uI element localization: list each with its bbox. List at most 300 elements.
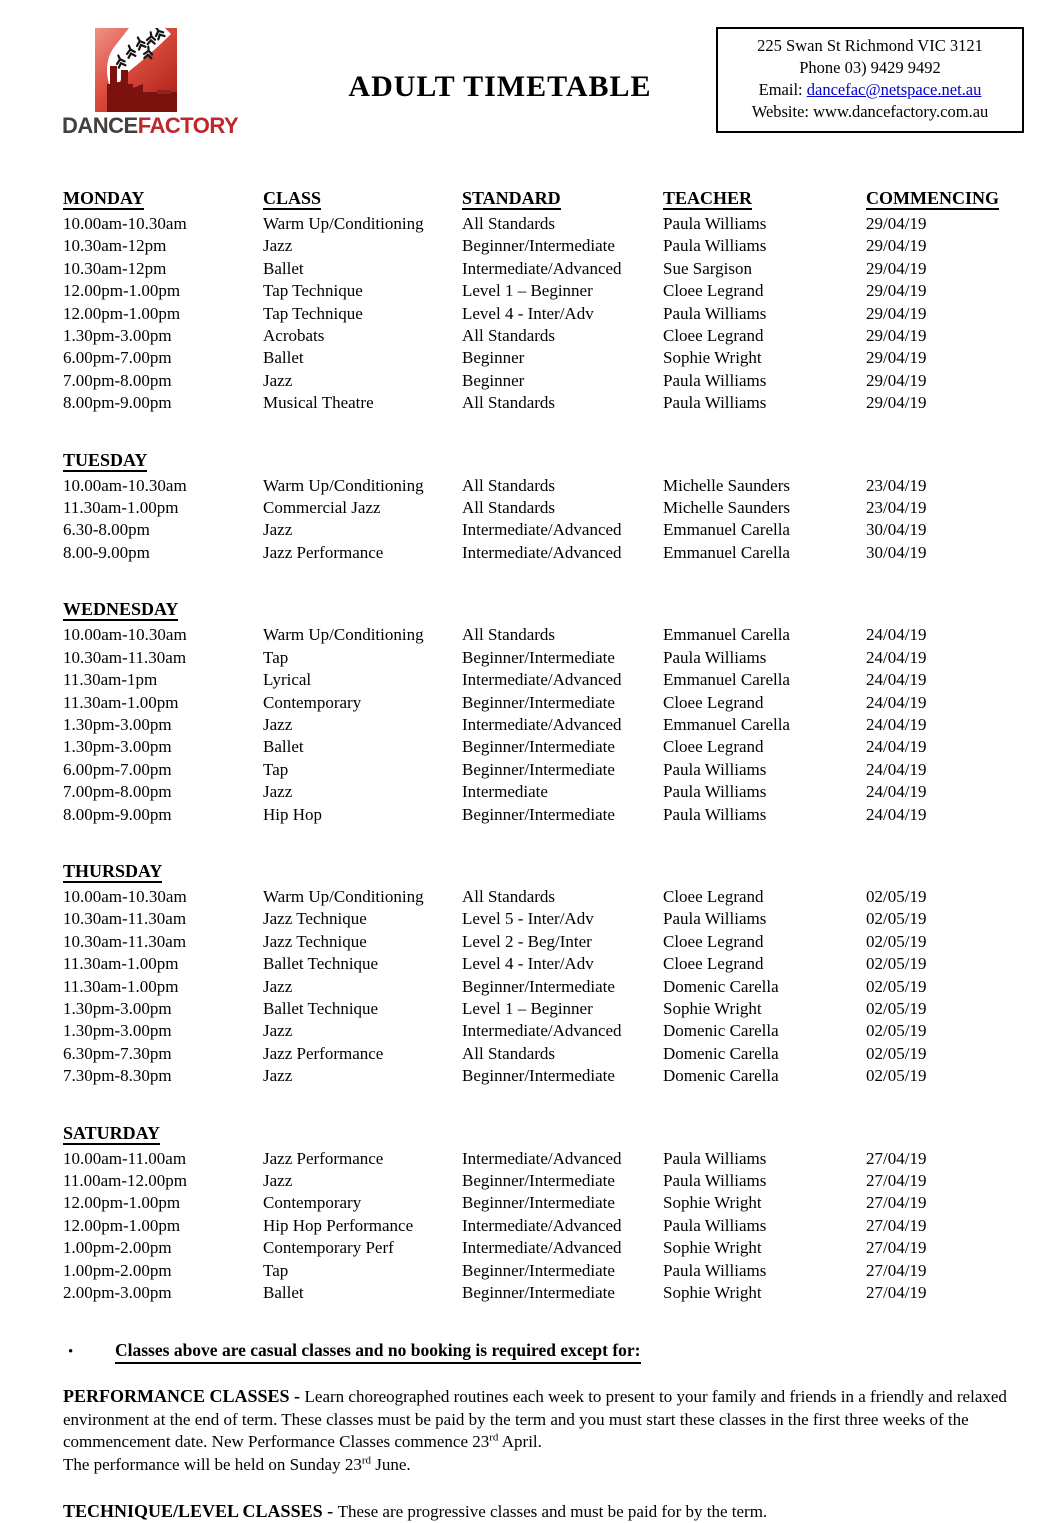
cell-time: 10.00am-10.30am — [63, 475, 187, 495]
cell-standard: Level 5 - Inter/Adv — [462, 909, 594, 929]
column-header-cell — [866, 448, 1005, 473]
performance-classes-body: Learn choreographed routines each week to present to your family and friends in a friendly and relaxed environment at the end of term. These classes must be paid by the term and you must start these classes in the first three weeks of the commencement date. New Performance Classes commence 23 — [63, 1387, 1007, 1452]
table-row — [63, 998, 1005, 1020]
cell-standard: Intermediate/Advanced — [462, 1215, 622, 1235]
cell-standard: Intermediate — [462, 782, 548, 802]
cell-commencing: 24/04/19 — [866, 737, 927, 757]
column-header-teacher: TEACHER — [663, 188, 753, 208]
cell-class: Jazz Performance — [263, 542, 384, 562]
cell-commencing: 29/04/19 — [866, 393, 927, 413]
day-name-cell — [63, 186, 263, 211]
cell-standard: Beginner/Intermediate — [462, 759, 615, 779]
cell-class: Ballet — [263, 1283, 304, 1303]
day-header-row — [63, 186, 1005, 211]
cell-standard: Intermediate/Advanced — [462, 542, 622, 562]
cell-standard: Intermediate/Advanced — [462, 1148, 622, 1168]
performance-classes-title: PERFORMANCE CLASSES - — [63, 1386, 305, 1407]
column-header-cell — [263, 1121, 462, 1146]
cell-class: Ballet — [263, 258, 304, 278]
cell-commencing: 02/05/19 — [866, 998, 927, 1018]
technique-classes-paragraph — [63, 1500, 1010, 1523]
cell-teacher: Cloee Legrand — [663, 954, 764, 974]
cell-teacher: Paula Williams — [663, 370, 767, 390]
cell-commencing: 02/05/19 — [866, 909, 927, 929]
cell-standard: Intermediate/Advanced — [462, 258, 622, 278]
cell-teacher: Cloee Legrand — [663, 692, 764, 712]
cell-standard: Beginner/Intermediate — [462, 236, 615, 256]
column-header-cell — [263, 597, 462, 622]
column-header-cell — [263, 186, 462, 211]
table-row — [63, 280, 1005, 302]
column-header-cell — [663, 186, 866, 211]
cell-standard: Beginner — [462, 348, 525, 368]
column-header-cell — [263, 448, 462, 473]
logo-wordmark — [62, 113, 239, 139]
cell-class: Jazz Performance — [263, 1043, 384, 1063]
cell-time: 11.30am-1.00pm — [63, 954, 179, 974]
table-row — [63, 347, 1005, 369]
ordinal-superscript: rd — [361, 1454, 371, 1466]
cell-time: 10.00am-10.30am — [63, 214, 187, 233]
cell-time: 8.00-9.00pm — [63, 542, 150, 562]
cell-commencing: 27/04/19 — [866, 1260, 927, 1280]
cell-class: Jazz — [263, 1066, 293, 1086]
cell-commencing: 29/04/19 — [866, 236, 927, 256]
cell-commencing: 27/04/19 — [866, 1148, 927, 1168]
column-header-cell — [663, 597, 866, 622]
column-header-commencing: COMMENCING — [866, 188, 999, 208]
cell-time: 11.30am-1.00pm — [63, 692, 179, 712]
cell-commencing: 27/04/19 — [866, 1215, 927, 1235]
table-row — [63, 953, 1005, 975]
cell-commencing: 24/04/19 — [866, 670, 927, 690]
performance-date-line: The performance will be held on Sunday 23 — [63, 1454, 362, 1474]
column-header-cell — [462, 1121, 663, 1146]
cell-commencing: 29/04/19 — [866, 281, 927, 301]
table-row — [63, 1215, 1005, 1237]
cell-commencing: 23/04/19 — [866, 498, 927, 518]
cell-teacher: Paula Williams — [663, 303, 767, 323]
ordinal-superscript: rd — [489, 1431, 499, 1444]
cell-teacher: Sophie Wright — [663, 998, 762, 1018]
cell-standard: Level 4 - Inter/Adv — [462, 954, 594, 974]
cell-commencing: 24/04/19 — [866, 714, 927, 734]
cell-standard: Beginner/Intermediate — [462, 976, 615, 996]
cell-commencing: 27/04/19 — [866, 1193, 927, 1213]
day-section-monday — [63, 186, 1005, 415]
cell-teacher: Domenic Carella — [663, 1021, 779, 1041]
cell-standard: Intermediate/Advanced — [462, 670, 622, 690]
cell-class: Jazz Technique — [263, 931, 367, 951]
cell-time: 12.00pm-1.00pm — [63, 1215, 181, 1235]
column-header-cell — [663, 448, 866, 473]
cell-time: 6.30-8.00pm — [63, 520, 150, 540]
cell-standard: Beginner/Intermediate — [462, 1066, 615, 1086]
cell-commencing: 02/05/19 — [866, 1021, 927, 1041]
table-row — [63, 886, 1005, 908]
contact-box — [716, 27, 1024, 133]
cell-standard: All Standards — [462, 326, 556, 346]
day-name: SATURDAY — [63, 1122, 161, 1143]
day-header-row — [63, 859, 1005, 884]
cell-class: Contemporary — [263, 692, 362, 712]
casual-classes-note — [63, 1340, 1010, 1364]
cell-teacher: Emmanuel Carella — [663, 542, 790, 562]
day-section-wednesday — [63, 597, 1005, 826]
bullet-icon: • — [68, 1344, 74, 1361]
technique-classes-body: These are progressive classes and must be paid for by the term. — [337, 1502, 768, 1522]
cell-teacher: Paula Williams — [663, 647, 767, 667]
cell-teacher: Sophie Wright — [663, 1193, 762, 1213]
cell-class: Ballet — [263, 348, 304, 368]
cell-commencing: 29/04/19 — [866, 214, 927, 233]
cell-standard: Intermediate/Advanced — [462, 1238, 622, 1258]
cell-commencing: 27/04/19 — [866, 1238, 927, 1258]
dancefactory-logo-icon — [95, 28, 177, 112]
cell-class: Ballet Technique — [263, 998, 379, 1018]
column-header-cell — [866, 186, 1005, 211]
cell-teacher: Paula Williams — [663, 909, 767, 929]
column-header-cell — [462, 597, 663, 622]
cell-standard: Intermediate/Advanced — [462, 520, 622, 540]
cell-class: Jazz — [263, 1021, 293, 1041]
cell-time: 10.00am-10.30am — [63, 886, 187, 906]
table-row — [63, 1148, 1005, 1170]
table-row — [63, 759, 1005, 781]
cell-time: 1.30pm-3.00pm — [63, 1021, 172, 1041]
table-row — [63, 1170, 1005, 1192]
cell-class: Jazz — [263, 1171, 293, 1190]
logo-word-dance: DANCE — [62, 113, 138, 138]
cell-time: 12.00pm-1.00pm — [63, 303, 181, 323]
day-header-row — [63, 1121, 1005, 1146]
cell-teacher: Paula Williams — [663, 759, 767, 779]
cell-teacher: Paula Williams — [663, 804, 767, 824]
cell-standard: All Standards — [462, 886, 556, 906]
cell-standard: Beginner/Intermediate — [462, 1283, 615, 1303]
day-name: THURSDAY — [63, 860, 163, 881]
cell-time: 11.30am-1pm — [63, 670, 158, 690]
day-name-cell — [63, 1121, 263, 1146]
day-section-saturday — [63, 1121, 1005, 1305]
cell-standard: All Standards — [462, 475, 556, 495]
cell-teacher: Paula Williams — [663, 1148, 767, 1168]
cell-commencing: 30/04/19 — [866, 542, 927, 562]
cell-class: Warm Up/Conditioning — [263, 625, 424, 645]
column-header-cell — [866, 1121, 1005, 1146]
cell-class: Hip Hop Performance — [263, 1215, 414, 1235]
cell-time: 8.00pm-9.00pm — [63, 393, 172, 413]
website-label: Website: — [751, 102, 814, 121]
cell-class: Lyrical — [263, 670, 312, 690]
cell-commencing: 23/04/19 — [866, 475, 927, 495]
cell-time: 11.30am-1.00pm — [63, 976, 179, 996]
cell-teacher: Cloee Legrand — [663, 281, 764, 301]
column-header-cell — [663, 1121, 866, 1146]
cell-teacher: Paula Williams — [663, 236, 767, 256]
table-row — [63, 370, 1005, 392]
cell-standard: Beginner/Intermediate — [462, 804, 615, 824]
cell-class: Hip Hop — [263, 804, 323, 824]
table-row — [63, 736, 1005, 758]
email-link[interactable]: dancefac@netspace.net.au — [806, 80, 982, 99]
cell-commencing: 24/04/19 — [866, 804, 927, 824]
day-name-cell — [63, 448, 263, 473]
cell-standard: Beginner/Intermediate — [462, 737, 615, 757]
cell-teacher: Michelle Saunders — [663, 498, 790, 518]
column-header-cell — [663, 859, 866, 884]
cell-commencing: 29/04/19 — [866, 303, 927, 323]
day-header-row — [63, 597, 1005, 622]
technique-classes-title: TECHNIQUE/LEVEL CLASSES - — [63, 1501, 338, 1522]
cell-teacher: Domenic Carella — [663, 1043, 779, 1063]
cell-time: 10.30am-11.30am — [63, 931, 187, 951]
cell-time: 6.00pm-7.00pm — [63, 759, 172, 779]
cell-time: 7.00pm-8.00pm — [63, 370, 172, 390]
table-row — [63, 781, 1005, 803]
cell-time: 1.30pm-3.00pm — [63, 714, 172, 734]
cell-class: Warm Up/Conditioning — [263, 214, 424, 233]
cell-standard: All Standards — [462, 625, 556, 645]
cell-commencing: 29/04/19 — [866, 348, 927, 368]
cell-time: 6.00pm-7.00pm — [63, 348, 172, 368]
column-header-cell — [263, 859, 462, 884]
cell-class: Jazz — [263, 976, 293, 996]
cell-time: 11.30am-1.00pm — [63, 498, 179, 518]
table-row — [63, 931, 1005, 953]
cell-standard: Beginner — [462, 370, 525, 390]
cell-class: Commercial Jazz — [263, 498, 381, 518]
day-name-cell — [63, 597, 263, 622]
cell-class: Contemporary — [263, 1193, 362, 1213]
cell-commencing: 02/05/19 — [866, 931, 927, 951]
table-row — [63, 1043, 1005, 1065]
day-section-tuesday — [63, 448, 1005, 565]
cell-commencing: 02/05/19 — [866, 1066, 927, 1086]
cell-class: Warm Up/Conditioning — [263, 475, 424, 495]
column-header-standard: STANDARD — [462, 188, 561, 208]
cell-time: 1.00pm-2.00pm — [63, 1238, 172, 1258]
cell-class: Tap — [263, 647, 289, 667]
table-row — [63, 235, 1005, 257]
cell-class: Jazz — [263, 370, 293, 390]
cell-class: Jazz Performance — [263, 1148, 384, 1168]
table-row — [63, 258, 1005, 280]
cell-teacher: Domenic Carella — [663, 976, 779, 996]
cell-class: Jazz — [263, 714, 293, 734]
table-row — [63, 1237, 1005, 1259]
cell-class: Musical Theatre — [263, 393, 374, 413]
cell-teacher: Paula Williams — [663, 1215, 767, 1235]
cell-time: 7.30pm-8.30pm — [63, 1066, 172, 1086]
column-header-cell — [866, 859, 1005, 884]
cell-teacher: Emmanuel Carella — [663, 520, 790, 540]
table-row — [63, 392, 1005, 414]
table-row — [63, 976, 1005, 998]
day-header-row — [63, 448, 1005, 473]
cell-commencing: 29/04/19 — [866, 370, 927, 390]
cell-standard: Beginner/Intermediate — [462, 1260, 615, 1280]
cell-commencing: 29/04/19 — [866, 326, 927, 346]
cell-time: 10.30am-12pm — [63, 236, 167, 256]
cell-time: 10.00am-10.30am — [63, 625, 187, 645]
performance-classes-body-end: April. — [498, 1432, 542, 1452]
cell-class: Tap Technique — [263, 281, 363, 301]
cell-time: 2.00pm-3.00pm — [63, 1283, 172, 1303]
cell-class: Tap — [263, 1260, 289, 1280]
contact-phone: Phone 03) 9429 9492 — [799, 58, 941, 77]
cell-commencing: 24/04/19 — [866, 759, 927, 779]
cell-commencing: 29/04/19 — [866, 258, 927, 278]
table-row — [63, 1192, 1005, 1214]
table-row — [63, 692, 1005, 714]
cell-standard: Beginner/Intermediate — [462, 692, 615, 712]
cell-standard: Level 1 – Beginner — [462, 998, 593, 1018]
header — [0, 0, 1059, 186]
day-name: MONDAY — [63, 188, 145, 208]
table-row — [63, 542, 1005, 564]
cell-teacher: Emmanuel Carella — [663, 625, 790, 645]
cell-class: Warm Up/Conditioning — [263, 886, 424, 906]
table-row — [63, 519, 1005, 541]
contact-email-line — [728, 79, 1012, 101]
day-section-thursday — [63, 859, 1005, 1088]
cell-commencing: 27/04/19 — [866, 1283, 927, 1303]
table-row — [63, 475, 1005, 497]
table-row — [63, 908, 1005, 930]
day-name: WEDNESDAY — [63, 599, 179, 620]
cell-commencing: 24/04/19 — [866, 647, 927, 667]
cell-time: 1.30pm-3.00pm — [63, 737, 172, 757]
table-row — [63, 1065, 1005, 1087]
cell-class: Jazz — [263, 520, 293, 540]
cell-teacher: Cloee Legrand — [663, 931, 764, 951]
cell-standard: Beginner/Intermediate — [462, 1193, 615, 1213]
table-row — [63, 303, 1005, 325]
cell-teacher: Cloee Legrand — [663, 737, 764, 757]
email-label: Email: — [758, 80, 807, 99]
cell-teacher: Sue Sargison — [663, 258, 752, 278]
column-header-cell — [462, 448, 663, 473]
cell-teacher: Emmanuel Carella — [663, 714, 790, 734]
cell-commencing: 27/04/19 — [866, 1171, 927, 1190]
cell-teacher: Michelle Saunders — [663, 475, 790, 495]
cell-standard: Intermediate/Advanced — [462, 1021, 622, 1041]
cell-time: 1.30pm-3.00pm — [63, 998, 172, 1018]
cell-class: Acrobats — [263, 326, 325, 346]
cell-commencing: 24/04/19 — [866, 625, 927, 645]
contact-address: 225 Swan St Richmond VIC 3121 — [757, 36, 983, 55]
page-title: ADULT TIMETABLE — [348, 70, 652, 103]
cell-class: Jazz Technique — [263, 909, 367, 929]
cell-standard: Beginner/Intermediate — [462, 647, 615, 667]
day-name-cell — [63, 859, 263, 884]
performance-date-line-end: June. — [371, 1454, 411, 1474]
cell-commencing: 02/05/19 — [866, 1043, 927, 1063]
cell-time: 8.00pm-9.00pm — [63, 804, 172, 824]
cell-teacher: Domenic Carella — [663, 1066, 779, 1086]
cell-class: Tap — [263, 759, 289, 779]
cell-time: 10.30am-11.30am — [63, 909, 187, 929]
cell-class: Tap Technique — [263, 303, 363, 323]
cell-commencing: 24/04/19 — [866, 692, 927, 712]
table-row — [63, 1020, 1005, 1042]
contact-website-line — [728, 101, 1012, 123]
cell-teacher: Sophie Wright — [663, 348, 762, 368]
timetable — [63, 186, 1005, 1304]
casual-classes-note-text: Classes above are casual classes and no booking is required except for: — [115, 1340, 641, 1364]
table-row — [63, 669, 1005, 691]
day-name: TUESDAY — [63, 449, 148, 470]
dancefactory-logo — [62, 28, 239, 139]
cell-teacher: Paula Williams — [663, 1260, 767, 1280]
cell-commencing: 02/05/19 — [866, 976, 927, 996]
table-row — [63, 1282, 1005, 1304]
performance-classes-paragraph — [63, 1385, 1010, 1476]
cell-time: 10.30am-12pm — [63, 258, 167, 278]
cell-teacher: Cloee Legrand — [663, 886, 764, 906]
cell-time: 1.00pm-2.00pm — [63, 1260, 172, 1280]
cell-time: 12.00pm-1.00pm — [63, 1193, 181, 1213]
cell-commencing: 02/05/19 — [866, 954, 927, 974]
cell-time: 1.30pm-3.00pm — [63, 326, 172, 346]
cell-commencing: 02/05/19 — [866, 886, 927, 906]
column-header-cell — [462, 859, 663, 884]
cell-standard: All Standards — [462, 214, 556, 233]
cell-time: 11.00am-12.00pm — [63, 1171, 188, 1190]
cell-class: Jazz — [263, 782, 293, 802]
cell-standard: All Standards — [462, 393, 556, 413]
cell-standard: Level 1 – Beginner — [462, 281, 593, 301]
cell-standard: All Standards — [462, 498, 556, 518]
cell-teacher: Cloee Legrand — [663, 326, 764, 346]
cell-teacher: Sophie Wright — [663, 1283, 762, 1303]
cell-teacher: Paula Williams — [663, 214, 767, 233]
table-row — [63, 714, 1005, 736]
cell-class: Ballet — [263, 737, 304, 757]
cell-class: Ballet Technique — [263, 954, 379, 974]
cell-teacher: Paula Williams — [663, 393, 767, 413]
cell-standard: Level 4 - Inter/Adv — [462, 303, 594, 323]
cell-time: 10.30am-11.30am — [63, 647, 187, 667]
cell-standard: Intermediate/Advanced — [462, 714, 622, 734]
table-row — [63, 325, 1005, 347]
logo-word-factory: FACTORY — [137, 113, 239, 138]
cell-standard: Level 2 - Beg/Inter — [462, 931, 592, 951]
cell-standard: Beginner/Intermediate — [462, 1171, 615, 1190]
cell-teacher: Paula Williams — [663, 1171, 767, 1190]
cell-class: Jazz — [263, 236, 293, 256]
column-header-cell — [866, 597, 1005, 622]
website-value: www.dancefactory.com.au — [813, 102, 989, 121]
cell-teacher: Paula Williams — [663, 782, 767, 802]
cell-time: 7.00pm-8.00pm — [63, 782, 172, 802]
cell-time: 10.00am-11.00am — [63, 1148, 187, 1168]
table-row — [63, 804, 1005, 826]
table-row — [63, 1260, 1005, 1282]
column-header-class: CLASS — [263, 188, 322, 208]
cell-time: 6.30pm-7.30pm — [63, 1043, 172, 1063]
table-row — [63, 624, 1005, 646]
cell-time: 12.00pm-1.00pm — [63, 281, 181, 301]
column-header-cell — [462, 186, 663, 211]
table-row — [63, 213, 1005, 235]
cell-teacher: Sophie Wright — [663, 1238, 762, 1258]
table-row — [63, 647, 1005, 669]
cell-teacher: Emmanuel Carella — [663, 670, 790, 690]
cell-commencing: 24/04/19 — [866, 782, 927, 802]
cell-commencing: 30/04/19 — [866, 520, 927, 540]
